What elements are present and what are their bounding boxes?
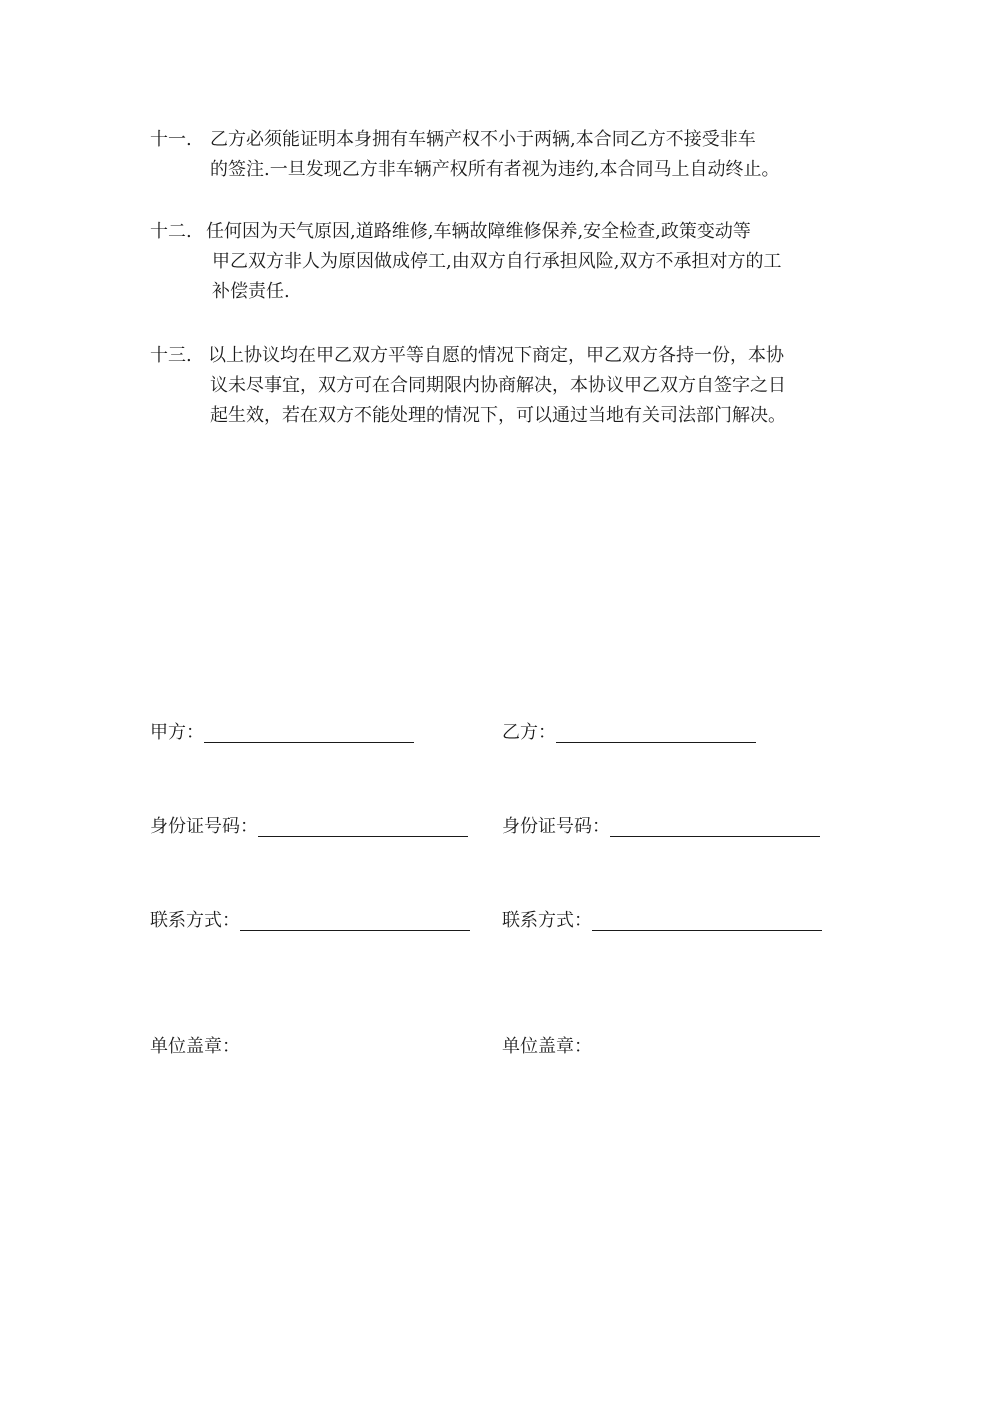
clause-13 [150,341,850,431]
party-b-contact-label: 联系方式： [502,910,592,931]
clause-12 [150,217,850,307]
party-a-name-label: 甲方： [150,722,204,743]
party-a-seal-label: 单位盖章： [150,1036,240,1057]
party-a-id [150,812,468,842]
clause-12-line-3: 补偿责任. [212,281,290,302]
party-b-id-label: 身份证号码： [502,816,610,837]
party-b-seal-label: 单位盖章： [502,1036,592,1057]
clause-12-line-1: 任何因为天气原因,道路维修,车辆故障维修保养,安全检查,政策变动等 [206,221,751,242]
signature-row-party [150,718,850,748]
clause-11-number: 十一. [150,129,192,150]
party-a-name [150,718,414,748]
signature-row-contact [150,906,850,936]
party-b-name-field[interactable] [556,718,756,743]
signature-row-id [150,812,850,842]
clause-13-number: 十三. [150,345,192,366]
clause-11-line-1: 乙方必须能证明本身拥有车辆产权不小于两辆,本合同乙方不接受非车 [210,129,756,150]
clause-11-line-2: 的签注.一旦发现乙方非车辆产权所有者视为违约,本合同马上自动终止。 [210,159,780,180]
party-b-seal [502,1032,592,1062]
party-a-id-label: 身份证号码： [150,816,258,837]
party-a-contact-label: 联系方式： [150,910,240,931]
party-b-contact-field[interactable] [592,906,822,931]
party-b-name-label: 乙方： [502,722,556,743]
party-a-name-field[interactable] [204,718,414,743]
party-a-id-field[interactable] [258,812,468,837]
party-a-contact-field[interactable] [240,906,470,931]
clause-12-number: 十二. [150,221,192,242]
signature-row-seal [150,1032,850,1062]
party-b-name [502,718,756,748]
party-b-id [502,812,820,842]
clause-13-line-2: 议未尽事宜，双方可在合同期限内协商解决，本协议甲乙双方自签字之日 [210,375,786,396]
party-a-seal [150,1032,240,1062]
clause-13-line-3: 起生效，若在双方不能处理的情况下，可以通过当地有关司法部门解决。 [210,405,786,426]
party-a-contact [150,906,470,936]
clause-13-line-1: 以上协议均在甲乙双方平等自愿的情况下商定，甲乙双方各持一份，本协 [208,345,784,366]
clause-12-line-2: 甲乙双方非人为原因做成停工,由双方自行承担风险,双方不承担对方的工 [212,251,782,272]
party-b-contact [502,906,822,936]
party-b-id-field[interactable] [610,812,820,837]
clause-11 [150,125,850,185]
